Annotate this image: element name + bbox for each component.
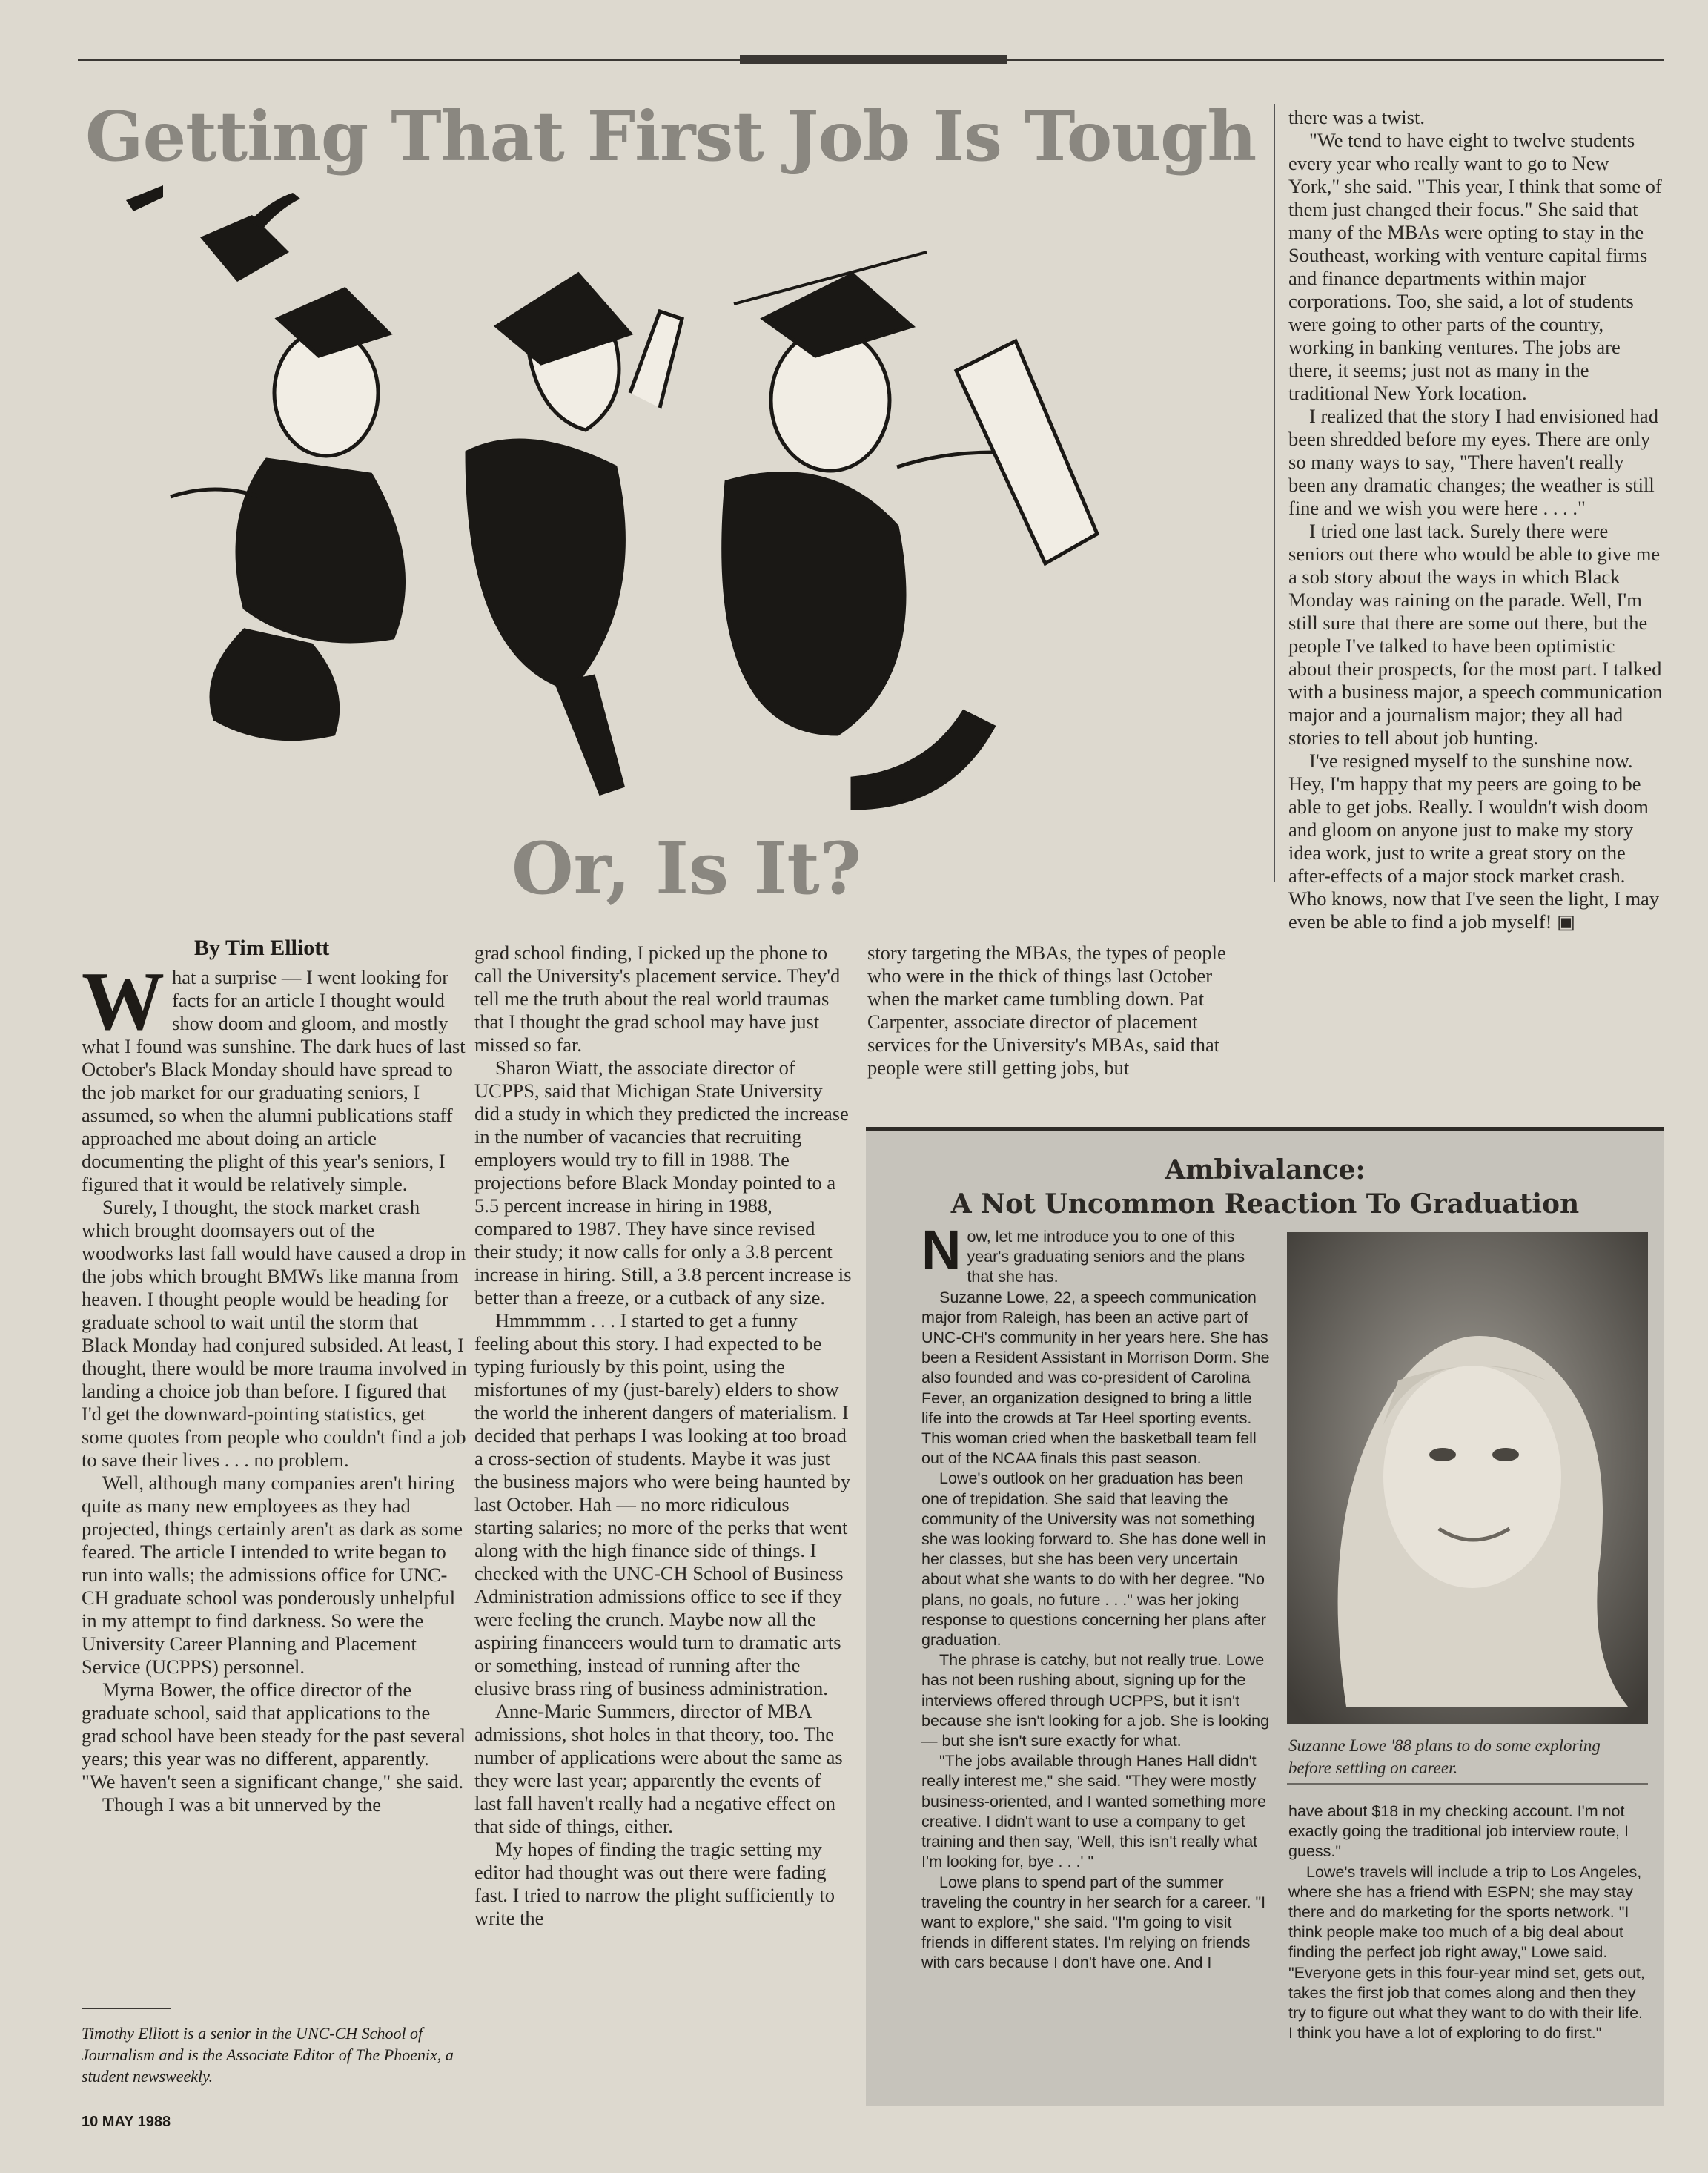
sidebar-column-1 [921, 1219, 1274, 1974]
article-paragraph: Myrna Bower, the office director of the graduate school, said that applications to the grad school have been steady for the past several years; this year was no different, apparently. "We haven't seen a significant change," she said. [82, 1678, 466, 1793]
article-paragraph: I tried one last tack. Surely there were seniors out there who would be able to give me a sob story about the ways in which Black Monday was raining on the parade. Well, I'm still sure that there are some out there, but the people I've talked to have been optimistic about their prospects, for the most part. I talked with a business major, a speech communication major and a journalism major; they all had stories to tell about job hunting. [1288, 520, 1663, 749]
sidebar-paragraph: Lowe's travels will include a trip to Los Angeles, where she has a friend with ESPN; she may stay there and do marketing for the sports network. "I think people make too much of a big deal about finding the perfect job right away," Lowe said. "Everyone gets in this four-year mind set, gets out, takes the first job that comes along and then they try to figure out what they want to do with their life. I think you have a lot of exploring to do first." [1288, 1862, 1645, 2043]
top-rule-tab [740, 55, 1007, 64]
article-column-1 [82, 956, 467, 1816]
sidebar-paragraph: have about $18 in my checking account. I'm not exactly going the traditional job interview route, I guess." [1288, 1802, 1629, 1861]
sidebar-paragraph: "The jobs available through Hanes Hall didn't really interest me," she said. "They were mostly business-oriented, and I wanted something more creative. I didn't want to use a company to get training and then say, 'Well, this isn't really what I'm looking for, bye . . .' " [921, 1752, 1266, 1871]
article-paragraph: Anne-Marie Summers, director of MBA admissions, shot holes in that theory, too. The number of applications were about the same as they were last year; apparently the events of last fall haven't really had a negative effect on that side of things, either. [474, 1700, 843, 1837]
article-paragraph: I realized that the story I had envisioned had been shredded before my eyes. There are only so many ways to say, "There haven't really been any dramatic changes; the weather is still fine and we wish you were here . . . ." [1288, 405, 1658, 519]
subhead: Or, Is It? [512, 827, 861, 910]
headline: Getting That First Job Is Tough [85, 96, 1257, 176]
article-paragraph: there was a twist. [1288, 106, 1425, 128]
column-divider [1274, 104, 1275, 882]
article-paragraph: Sharon Wiatt, the associate director of UCPPS, said that Michigan State University did a study in which they predicted the increase in the number of vacancies that recruiting employers would try to fill in 1988. The projections before Black Monday pointed to a 5.5 percent increase in hiring in 1988, compared to 1987. They have since revised their study; it now calls for only a 3.8 percent increase in hiring. Still, a 3.8 percent increase is better than a freeze, or a cutback of any size. [474, 1056, 852, 1309]
sidebar-paragraph: Lowe plans to spend part of the summer traveling the country in her search for a career. "I want to explore," she said. "I'm going to visit friends in different states. I'm relying on friends with cars because I don't have one. And I [921, 1873, 1266, 1972]
caption-rule [1287, 1783, 1648, 1785]
article-paragraph: I've resigned myself to the sunshine now. Hey, I'm happy that my peers are going to be able to get jobs. Really. I wouldn't wish doom and gloom on anyone just to make my story idea work, just to write a great story on the after-effects of a major stock market crash. Who knows, now that I've seen the light, I may even be able to find a job myself! ▣ [1288, 750, 1660, 933]
article-paragraph: grad school finding, I picked up the phone to call the University's placement service. They'd tell me the truth about the real world traumas that I thought the grad school may have just missed so far. [474, 942, 841, 1056]
flying-cap-icon [126, 185, 300, 282]
sidebar-paragraph: Suzanne Lowe, 22, a speech communication major from Raleigh, has been an active part of UNC-CH's community in her years here. She has been a Resident Assistant in Morrison Dorm. She also founded and was co-president of Carolina Fever, an organization designed to bring a little life into the crowds at Tar Heel sporting events. This woman cried when the basketball team fell out of the NCAA finals this past season. [921, 1288, 1270, 1468]
article-paragraph: Surely, I thought, the stock market crash which brought doomsayers out of the woodworks last fall would have caused a drop in the jobs which brought BMWs like manna from heaven. I thought people would be heading for graduate school to wait until the storm that Black Monday had conjured subsided. At least, I thought, there would be more trauma involved in landing a choice job than before. I figured that I'd get the downward-pointing statistics, get some quotes from people who couldn't find a job to save their lives . . . no problem. [82, 1196, 467, 1471]
article-paragraph: "We tend to have eight to twelve students every year who really want to go to New York," she said. "This year, I think that some of them just changed their focus." She said that many of the MBAs were opting to stay in the Southeast, working with venture capital firms and finance departments within major corporations. Too, she said, a lot of students were going to other parts of the country, working in banking ventures. The jobs are there, it seems; just not as many in the traditional New York location. [1288, 129, 1662, 404]
footnote-rule [82, 2008, 171, 2009]
sidebar-drop-cap: N [921, 1219, 961, 1280]
sidebar-title: Ambivalance: A Not Uncommon Reaction To Graduation [950, 1154, 1580, 1220]
right-graduate-figure [724, 274, 1097, 808]
sidebar-paragraph: Now, let me introduce you to one of this year's graduating seniors and the plans that she has. [921, 1219, 1245, 1286]
portrait-photo [1287, 1232, 1648, 1724]
end-mark-icon: ▣ [1557, 910, 1576, 933]
sidebar-box [866, 1127, 1664, 2106]
middle-graduate-figure [467, 274, 682, 793]
sidebar-paragraph: Lowe's outlook on her graduation has been one of trepidation. She said that leaving the community of the University was not something she was looking forward to. She has done well in her classes, but she has been very uncertain about what she wants to do with her degree. "No plans, no goals, no future . . ." was her joking response to questions concerning her plans after graduation. [921, 1469, 1266, 1650]
article-paragraph: story targeting the MBAs, the types of people who were in the thick of things last October when the market came tumbling down. Pat Carpenter, associate director of placement services for the University's MBAs, said that people were still getting jobs, but [867, 942, 1226, 1079]
byline: By Tim Elliott [194, 936, 330, 960]
page-folio: 10 MAY 1988 [82, 2114, 171, 2130]
article-column-2 [474, 942, 853, 1930]
article-paragraph: Though I was a bit unnerved by the [102, 1793, 382, 1816]
sidebar-paragraph: The phrase is catchy, but not really true. Lowe has not been rushing about, signing up for the interviews offered through UCPPS, but it isn't because she isn't looking for a job. She is looking — but she isn't sure exactly for what. [921, 1651, 1270, 1750]
left-graduate-figure [171, 289, 404, 739]
sidebar-column-2 [1288, 1802, 1648, 2043]
drop-cap: W [82, 956, 165, 1048]
article-paragraph: Hmmmmm . . . I started to get a funny feeling about this story. I had expected to be typing furiously by this point, using the misfortunes of my (just-barely) elders to show the world the inherent dangers of materialism. I decided that perhaps I was looking at too broad a cross-section of students. Maybe it was just the business majors who were being haunted by last October. Hah — no more ridiculous starting salaries; no more of the perks that went along with the high finance side of things. I checked with the UNC-CH School of Business Administration admissions office to see if they were feeling the crunch. Maybe now all the aspiring financeers would turn to dramatic arts or something, instead of running after the elusive brass ring of business administration. [474, 1309, 851, 1699]
article-paragraph: My hopes of finding the tragic setting my editor had thought was out there were fading fast. I tried to narrow the plight sufficiently to write the [474, 1838, 835, 1929]
article-column-4 [1288, 106, 1663, 933]
author-footnote: Timothy Elliott is a senior in the UNC-CH School of Journalism and is the Associate Editor of The Phoenix, a student newsweekly. [82, 2024, 454, 2086]
photo-caption: Suzanne Lowe '88 plans to do some exploring before settling on career. [1288, 1736, 1601, 1777]
article-paragraph: What a surprise — I went looking for facts for an article I thought would show doom and gloom, and mostly what I found was sunshine. The dark hues of last October's Black Monday should have spread to the job market for our graduating seniors, I assumed, so when the alumni publications staff approached me about doing an article documenting the plight of this year's seniors, I figured that it would be relatively simple. [82, 956, 466, 1195]
graduates-cartoon-illustration [82, 171, 1268, 823]
article-paragraph: Well, although many companies aren't hiring quite as many new employees as they had projected, things certainly aren't as dark as some feared. The article I intended to write began to run into walls; the admissions office for UNC-CH graduate school was ponderously unhelpful in my attempt to find darkness. So were the University Career Planning and Placement Service (UCPPS) personnel. [82, 1472, 463, 1678]
article-column-3 [867, 942, 1253, 1079]
